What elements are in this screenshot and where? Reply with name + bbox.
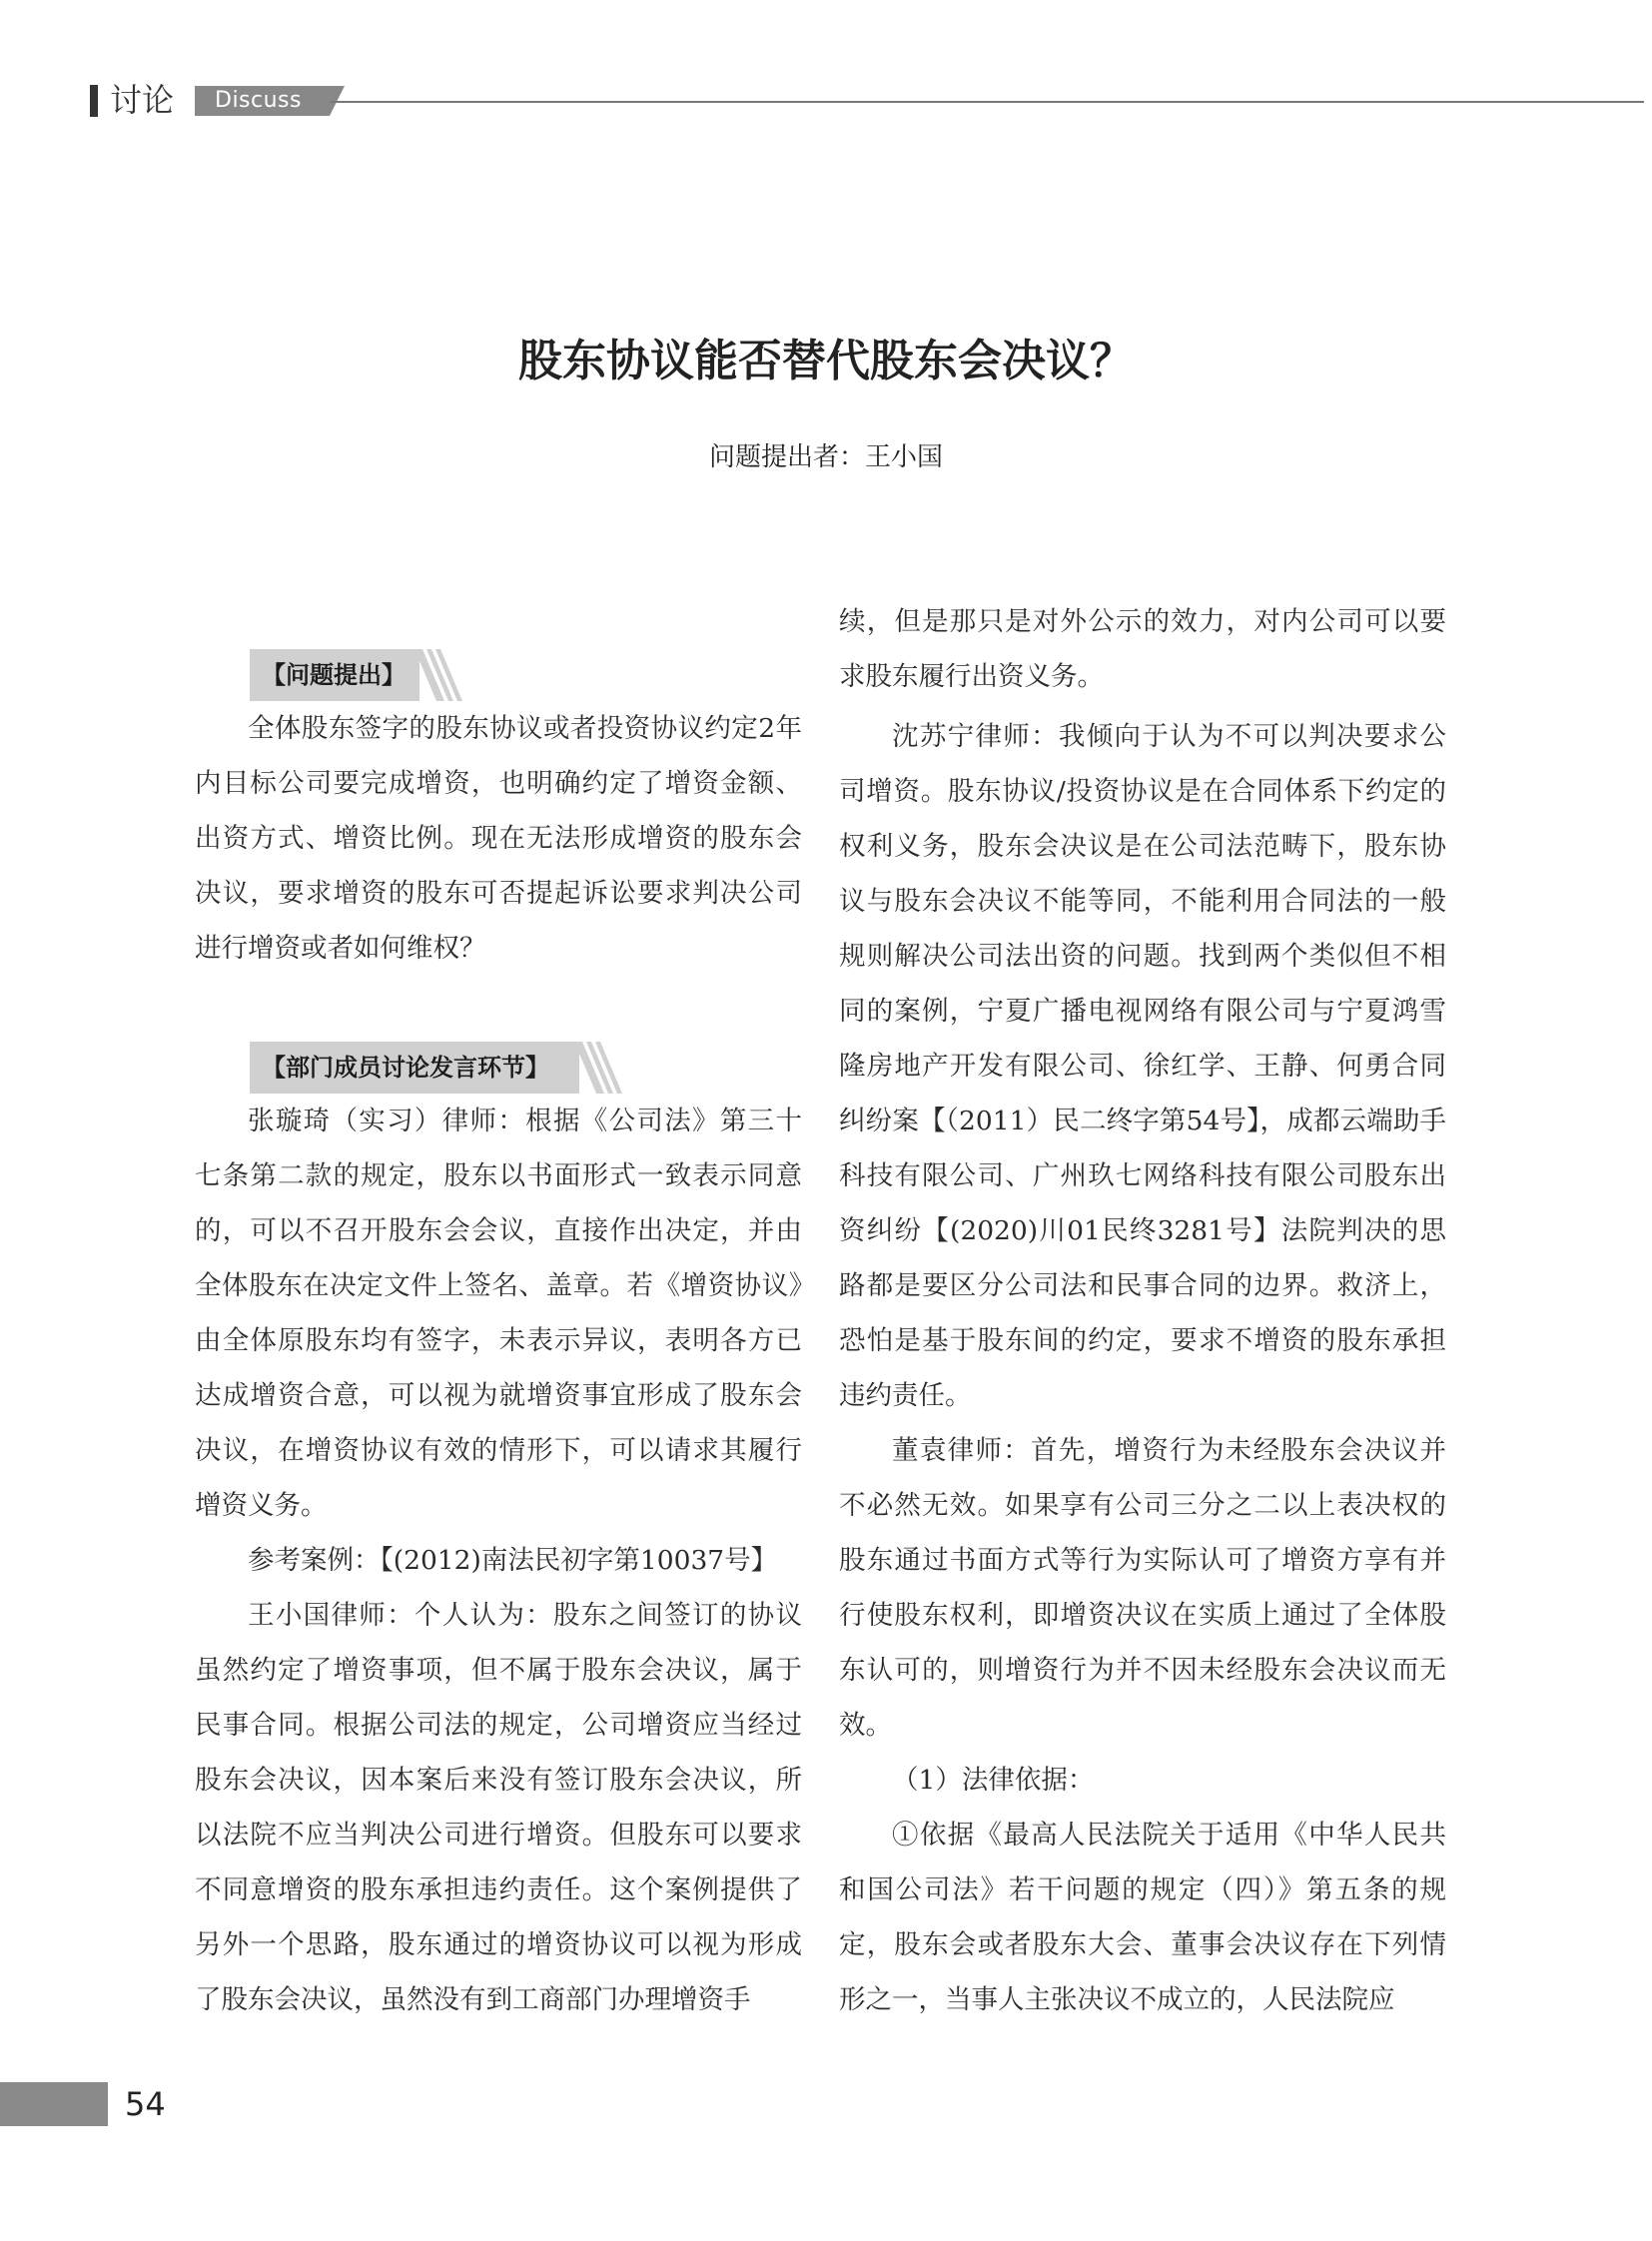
article-author: 问题提出者：王小国 — [708, 442, 943, 472]
page-number: 54 — [125, 2085, 166, 2123]
question-section-stripes — [414, 649, 464, 701]
shen-paragraph: 沈苏宁律师：我倾向于认为不可以判决要求公司增资。股东协议/投资协议是在合同体系下约定的权利义务，股东会决议是在公司法范畴下，股东协议与股东会决议不能等同，不能利用合同法的一般规则解决公司法出资的问题。找到两个类似但不相同的案例，宁夏广播电视网络有限公司与宁夏鸿雪隆房地产开发有限公司、徐红学、王静、何勇合同纠纷案【（2011）民二终字第54号】，成都云端助手科技有限公司、广州玖七网络科技有限公司股东出资纠纷【(2020)川01民终3281号】法院判决的思路都是要区分公司法和民事合同的边界。救济上，恐怕是基于股东间的约定，要求不增资的股东承担违约责任。 — [839, 721, 1446, 1411]
header-tag-label: Discuss — [215, 88, 302, 113]
reference-case-paragraph: 参考案例：【(2012)南法民初字第10037号】 — [248, 1545, 778, 1576]
question-paragraph: 全体股东签字的股东协议或者投资协议约定2年内目标公司要完成增资，也明确约定了增资金额、出资方式、增资比例。现在无法形成增资的股东会决议，要求增资的股东可否提起诉讼要求判决公司进行增资或者如何维权？ — [195, 713, 802, 964]
footer-bar — [0, 2082, 108, 2126]
article-title: 股东协议能否替代股东会决议？ — [518, 336, 1134, 386]
legal-basis-paragraph: ①依据《最高人民法院关于适用《中华人民共和国公司法》若干问题的规定（四）》第五条的规定，股东会或者股东大会、董事会决议存在下列情形之一，当事人主张决议不成立的，人民法院应 — [839, 1820, 1446, 2015]
legal-basis-heading: （1）法律依据： — [892, 1765, 1095, 1796]
header-rule — [330, 101, 1644, 103]
header-tag — [195, 86, 345, 116]
continuation-paragraph: 续，但是那只是对外公示的效力，对内公司可以要求股东履行出资义务。 — [839, 606, 1446, 692]
discussion-section-label: 【部门成员讨论发言环节】 — [262, 1054, 549, 1082]
dong-paragraph: 董袁律师：首先，增资行为未经股东会决议并不必然无效。如果享有公司三分之二以上表决权的股东通过书面方式等行为实际认可了增资方享有并行使股东权利，即增资决议在实质上通过了全体股东认可的，则增资行为并不因未经股东会决议而无效。 — [839, 1435, 1446, 1741]
discussion-section-stripes — [574, 1042, 624, 1094]
zhang-paragraph: 张璇琦（实习）律师：根据《公司法》第三十七条第二款的规定，股东以书面形式一致表示同意的，可以不召开股东会会议，直接作出决定，并由全体股东在决定文件上签名、盖章。若《增资协议》由全体原股东均有签字，未表示异议，表明各方已达成增资合意，可以视为就增资事宜形成了股东会决议，在增资协议有效的情形下，可以请求其履行增资义务。 — [195, 1106, 802, 1521]
header-accent-bar — [90, 85, 98, 117]
question-section-label: 【问题提出】 — [262, 661, 406, 689]
page-header — [0, 0, 1652, 140]
wang-paragraph: 王小国律师：个人认为：股东之间签订的协议虽然约定了增资事项，但不属于股东会决议，属于民事合同。根据公司法的规定，公司增资应当经过股东会决议，因本案后来没有签订股东会决议，所以法院不应当判决公司进行增资。但股东可以要求不同意增资的股东承担违约责任。这个案例提供了另外一个思路，股东通过的增资协议可以视为形成了股东会决议，虽然没有到工商部门办理增资手 — [195, 1600, 802, 2015]
header-section-title: 讨论 — [110, 81, 175, 119]
